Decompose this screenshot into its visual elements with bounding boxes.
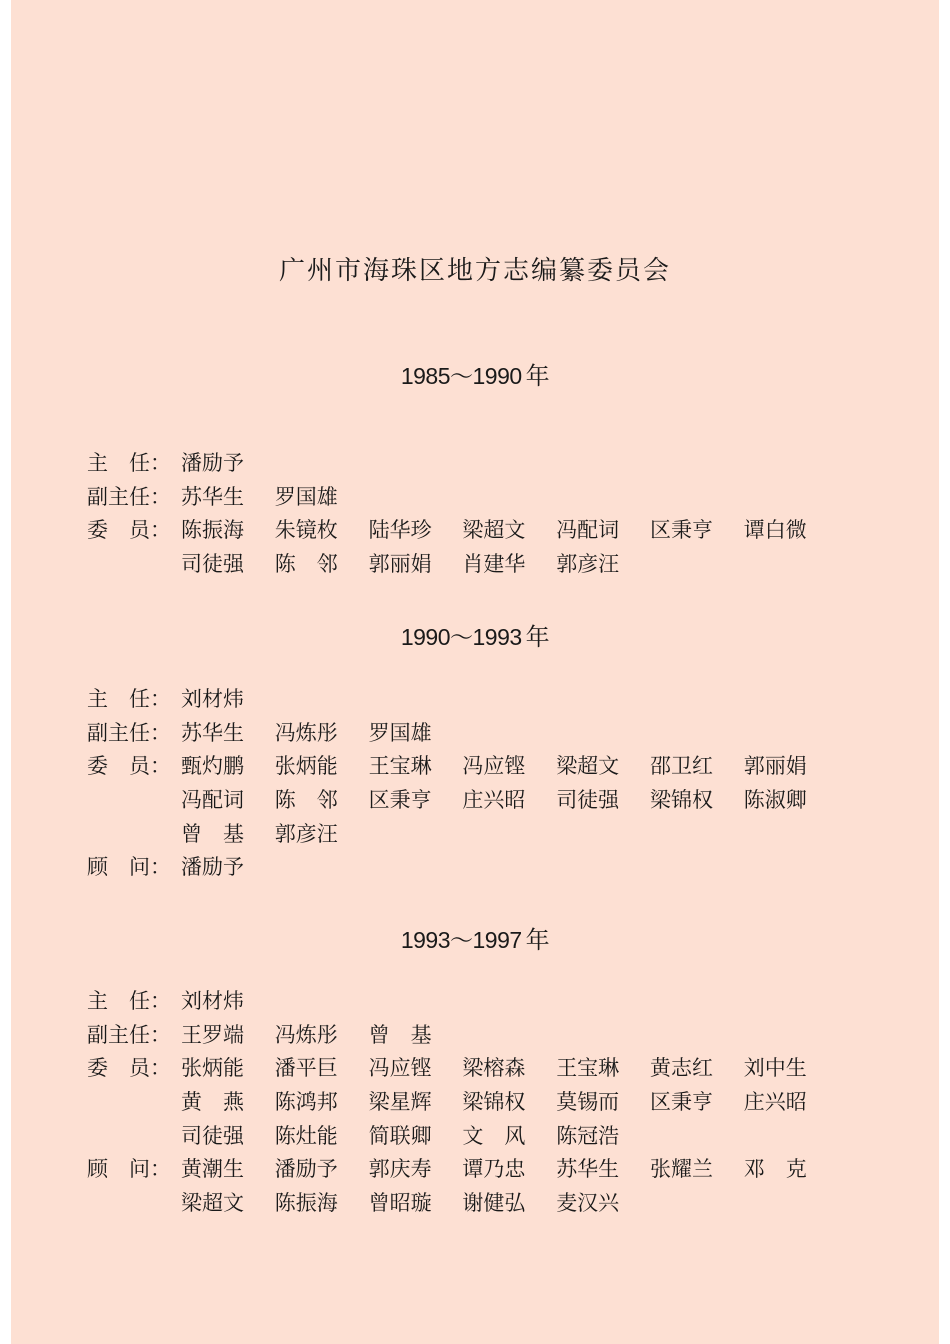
role-label: 顾 问： [87, 1157, 171, 1182]
member-name: 陆华珍 [368, 518, 432, 543]
member-name: 区秉亨 [650, 1090, 713, 1115]
member-name: 王宝琳 [368, 754, 432, 779]
member-row [87, 548, 847, 582]
member-name: 文 风 [462, 1123, 526, 1148]
period-years: 1993～1997 [400, 927, 522, 953]
member-name: 庄兴昭 [743, 1090, 807, 1115]
period-heading [11, 920, 939, 955]
member-name: 肖建华 [462, 552, 526, 577]
member-name: 梁超文 [556, 754, 620, 779]
member-name: 陈冠浩 [556, 1123, 620, 1148]
role-label: 主 任： [87, 451, 171, 475]
period-year-suffix: 年 [525, 362, 550, 390]
member-name: 曾 基 [368, 1022, 432, 1047]
role-label: 委 员： [87, 754, 171, 779]
member-name: 冯配词 [181, 788, 244, 813]
member-name: 苏华生 [181, 484, 244, 509]
member-name: 陈 邻 [274, 552, 338, 577]
role-label: 委 员： [87, 1056, 171, 1081]
member-name: 潘励予 [181, 855, 244, 880]
role-label: 主 任： [87, 687, 171, 711]
member-row [87, 1086, 847, 1120]
member-name: 梁榕森 [462, 1056, 526, 1081]
member-name: 梁锦权 [650, 788, 713, 813]
member-name: 邵卫红 [650, 754, 713, 779]
member-name: 区秉亨 [368, 788, 432, 813]
member-name: 冯应铿 [462, 754, 526, 779]
member-name: 张炳能 [274, 754, 338, 779]
member-name: 司徒强 [556, 788, 620, 813]
member-name: 朱镜枚 [274, 518, 338, 543]
member-name: 司徒强 [181, 1123, 244, 1148]
member-name: 陈淑卿 [743, 788, 807, 813]
period-year-suffix: 年 [525, 623, 550, 651]
member-name: 张炳能 [181, 1056, 244, 1081]
role-label: 副主任： [87, 720, 171, 745]
member-name: 冯配词 [556, 518, 620, 543]
member-name: 刘材炜 [181, 989, 244, 1013]
member-row [87, 514, 847, 548]
member-name: 黄志红 [650, 1056, 713, 1081]
member-name: 冯炼彤 [274, 720, 338, 745]
document-title: 广州市海珠区地方志编纂委员会 [278, 256, 671, 286]
member-name: 郭丽娟 [743, 754, 807, 779]
member-name: 刘材炜 [181, 687, 244, 711]
member-row [87, 447, 847, 481]
document-page [11, 0, 939, 1344]
period-heading [11, 617, 939, 652]
member-name: 谭乃忠 [462, 1157, 526, 1182]
role-label: 主 任： [87, 989, 171, 1013]
member-row [87, 1019, 847, 1053]
member-name: 曾昭璇 [368, 1191, 432, 1216]
member-name: 王宝琳 [556, 1056, 620, 1081]
member-row [87, 1187, 847, 1221]
member-name: 莫锡而 [556, 1090, 620, 1115]
period-year-suffix: 年 [525, 926, 550, 954]
member-name: 苏华生 [181, 720, 244, 745]
member-name: 罗国雄 [274, 484, 338, 509]
member-name: 潘励予 [274, 1157, 338, 1182]
member-row [87, 750, 847, 784]
member-row [87, 818, 847, 852]
member-name: 潘平巨 [274, 1056, 338, 1081]
role-label: 副主任： [87, 1022, 171, 1047]
member-name: 王罗端 [181, 1022, 244, 1047]
member-name: 陈灶能 [274, 1123, 338, 1148]
member-name: 郭庆寿 [368, 1157, 432, 1182]
member-name: 郭丽娟 [368, 552, 432, 577]
member-name: 陈振海 [181, 518, 244, 543]
member-name: 刘中生 [743, 1056, 807, 1081]
member-name: 黄 燕 [181, 1090, 244, 1115]
member-name: 梁超文 [181, 1191, 244, 1216]
member-row [87, 481, 847, 515]
member-name: 梁星辉 [368, 1090, 432, 1115]
member-list [87, 447, 847, 582]
member-name: 潘励予 [181, 451, 244, 475]
member-name: 陈鸿邦 [274, 1090, 338, 1115]
member-name: 罗国雄 [368, 720, 432, 745]
period-years: 1990～1993 [400, 624, 522, 650]
member-name: 陈 邻 [274, 788, 338, 813]
member-row [87, 784, 847, 818]
member-row [87, 1120, 847, 1154]
member-name: 梁超文 [462, 518, 526, 543]
member-name: 梁锦权 [462, 1090, 526, 1115]
member-name: 区秉亨 [650, 518, 713, 543]
member-name: 谭白微 [743, 518, 807, 543]
period-heading [11, 356, 939, 391]
member-name: 苏华生 [556, 1157, 620, 1182]
member-name: 甄灼鹏 [181, 754, 244, 779]
member-name: 麦汉兴 [556, 1191, 620, 1216]
member-name: 冯炼彤 [274, 1022, 338, 1047]
member-name: 曾 基 [181, 821, 244, 846]
member-row [87, 1153, 847, 1187]
period-years: 1985～1990 [400, 363, 522, 389]
member-name: 郭彦汪 [274, 821, 338, 846]
member-row [87, 1052, 847, 1086]
member-name: 陈振海 [274, 1191, 338, 1216]
member-row [87, 985, 847, 1019]
member-row [87, 851, 847, 885]
role-label: 副主任： [87, 484, 171, 509]
member-list [87, 683, 847, 885]
role-label: 顾 问： [87, 855, 171, 880]
member-name: 简联卿 [368, 1123, 432, 1148]
role-label: 委 员： [87, 518, 171, 543]
member-name: 黄潮生 [181, 1157, 244, 1182]
member-name: 张耀兰 [650, 1157, 713, 1182]
member-name: 邓 克 [743, 1157, 807, 1182]
member-name: 谢健弘 [462, 1191, 526, 1216]
member-row [87, 717, 847, 751]
member-name: 冯应铿 [368, 1056, 432, 1081]
member-list [87, 985, 847, 1221]
member-name: 司徒强 [181, 552, 244, 577]
member-row [87, 683, 847, 717]
member-name: 庄兴昭 [462, 788, 526, 813]
member-name: 郭彦汪 [556, 552, 620, 577]
